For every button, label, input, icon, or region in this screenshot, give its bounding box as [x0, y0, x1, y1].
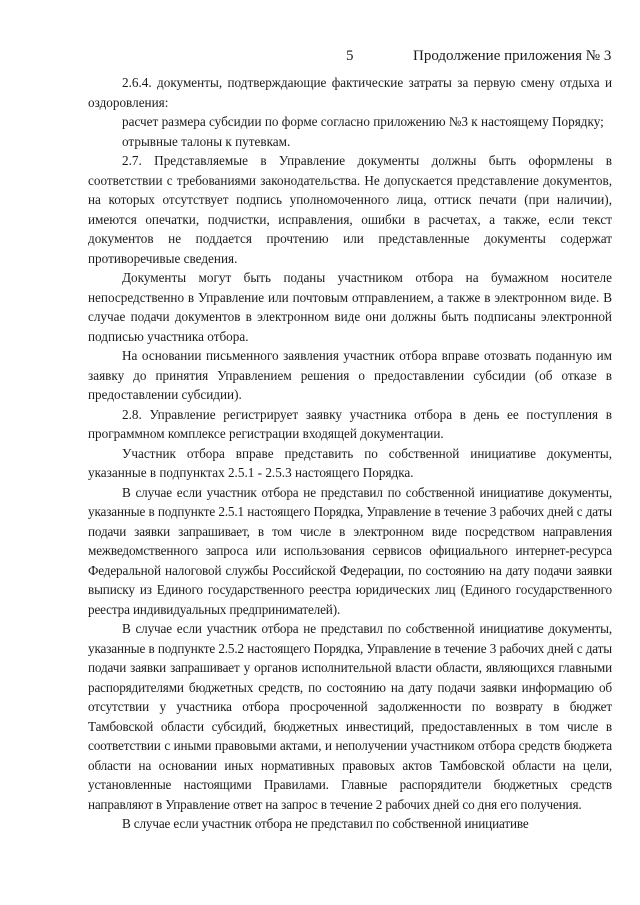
appendix-label: Продолжение приложения № 3: [413, 48, 612, 64]
page-header: [0, 45, 640, 67]
paragraph-case-2-5-2: В случае если участник отбора не представил по собственной инициативе документы, указанные в подпункте 2.5.2 настоящего Порядка, Управление в течение 3 рабочих дней с даты подачи заявки запрашивает у органов исполнительной власти области, являющихся главными распорядителями бюджетных средств, по состоянию на дату подачи заявки информацию об отсутствии у участника отбора просроченной задолженности по возврату в бюджет Тамбовской области субсидий, бюджетных инвестиций, предоставленных в том числе в соответствии с иными правовыми актами, и неполучении участником отбора средств бюджета области на основании иных нормативных правовых актов Тамбовской области на цели, установленные настоящими Правилами. Главные распорядители бюджетных средств направляют в Управление ответ на запрос в течение 2 рабочих дней со дня его получения.: [88, 621, 612, 812]
paragraph-case-2-5-1: В случае если участник отбора не представил по собственной инициативе документы, указанные в подпункте 2.5.1 настоящего Порядка, Управление в течение 3 рабочих дней с даты подачи заявки запрашивает, в том числе в электронном виде посредством направления межведомственного запроса или использования сервисов официального интернет-ресурса Федеральной налоговой службы Российской Федерации, по состоянию на дату подачи заявки выписку из Единого государственного реестра юридических лиц (Единого государственного реестра индивидуальных предпринимателей).: [88, 484, 612, 617]
paragraph-submission-methods: Документы могут быть поданы участником отбора на бумажном носителе непосредственно в Управление или почтовым отправлением, а также в электронном виде. В случае подачи документов в электронном виде они должны быть подписаны электронной подписью участника отбора.: [88, 270, 612, 344]
paragraph-tear-off-coupons: отрывные талоны к путевкам.: [122, 133, 291, 149]
paragraph-2-6-4: 2.6.4. документы, подтверждающие фактические затраты за первую смену отдыха и оздоровления:: [88, 75, 612, 110]
paragraph-2-8: 2.8. Управление регистрирует заявку участника отбора в день ее поступления в программном комплексе регистрации входящей документации.: [88, 406, 612, 441]
paragraph-case-continued: В случае если участник отбора не представил по собственной инициативе: [122, 816, 529, 831]
paragraph-2-7: 2.7. Представляемые в Управление документы должны быть оформлены в соответствии с требованиями законодательства. Не допускается представление документов, на которых отсутствует подпись уполномоченного лица, оттиск печати (при наличии), имеются опечатки, подчистки, исправления, ошибки в расчетах, а также, если текст документов не поддается прочтению или представленные документы содержат противоречивые сведения.: [88, 153, 612, 266]
document-body: [88, 73, 612, 834]
paragraph-own-initiative: Участник отбора вправе представить по собственной инициативе документы, указанные в подпунктах 2.5.1 - 2.5.3 настоящего Порядка.: [88, 445, 612, 480]
paragraph-withdrawal: На основании письменного заявления участник отбора вправе отозвать поданную им заявку до принятия Управлением решения о предоставлении субсидии (об отказе в предоставлении субсидии).: [88, 348, 612, 402]
paragraph-subsidy-calculation: расчет размера субсидии по форме согласно приложению №3 к настоящему Порядку;: [122, 114, 604, 129]
page-number: 5: [346, 48, 354, 64]
